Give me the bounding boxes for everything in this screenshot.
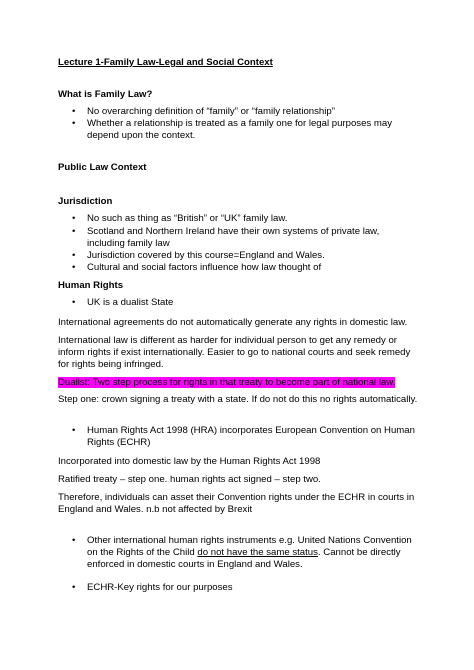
bullet-icon: • bbox=[72, 262, 76, 273]
paragraph-line: England and Wales. n.b not affected by Brexit bbox=[58, 504, 253, 515]
dualist-highlight bbox=[58, 377, 395, 389]
bullet-icon: • bbox=[72, 226, 76, 237]
paragraph-line: Therefore, individuals can asset their Convention rights under the ECHR in courts in bbox=[58, 492, 415, 503]
bullet-icon: • bbox=[72, 213, 76, 224]
list-item: Scotland and Northern Ireland have their own systems of private law, bbox=[87, 226, 380, 237]
text-run: on the Rights of the Child bbox=[87, 547, 198, 558]
paragraph-line: inform rights if exist internationally. Easier to go to national courts and seek remedy bbox=[58, 347, 411, 358]
paragraph: Ratified treaty – step one. human rights act signed – step two. bbox=[58, 474, 321, 485]
human-rights-heading: Human Rights bbox=[58, 280, 124, 291]
bullet-icon: • bbox=[72, 118, 76, 129]
list-item-continuation: including family law bbox=[87, 238, 170, 249]
bullet-icon: • bbox=[72, 250, 76, 261]
bullet-icon: • bbox=[72, 425, 76, 436]
paragraph: Incorporated into domestic law by the Human Rights Act 1998 bbox=[58, 456, 321, 467]
jurisdiction-heading: Jurisdiction bbox=[58, 196, 113, 207]
underlined-text: do not have the same status bbox=[197, 547, 318, 558]
list-item: No such as thing as “British” or “UK” family law. bbox=[87, 213, 288, 224]
bullet-icon: • bbox=[72, 106, 76, 117]
list-item-continuation: depend upon the context. bbox=[87, 130, 196, 141]
bullet-icon: • bbox=[72, 535, 76, 546]
highlighted-text: Dualist: Two step process for rights in that treaty to become part of national law. bbox=[58, 377, 396, 388]
public-law-heading: Public Law Context bbox=[58, 162, 147, 173]
paragraph-line: for rights being infringed. bbox=[58, 359, 164, 370]
list-item: Whether a relationship is treated as a family one for legal purposes may bbox=[87, 118, 393, 129]
bullet-icon: • bbox=[72, 582, 76, 593]
what-is-family-law-heading: What is Family Law? bbox=[58, 89, 153, 100]
list-item: Human Rights Act 1998 (HRA) incorporates European Convention on Human bbox=[87, 425, 415, 436]
list-item-continuation: Rights (ECHR) bbox=[87, 437, 151, 448]
list-item: Cultural and social factors influence how law thought of bbox=[87, 262, 322, 273]
list-item: UK is a dualist State bbox=[87, 297, 174, 308]
document-title: Lecture 1-Family Law-Legal and Social Context bbox=[58, 57, 273, 68]
list-item-continuation: enforced in domestic courts in England and Wales. bbox=[87, 559, 303, 570]
bullet-icon: • bbox=[72, 297, 76, 308]
list-item-continuation bbox=[87, 547, 401, 559]
paragraph: Step one: crown signing a treaty with a state. If do not do this no rights automatically. bbox=[58, 394, 418, 405]
list-item: No overarching definition of “family” or “family relationship” bbox=[87, 106, 335, 117]
list-item: ECHR-Key rights for our purposes bbox=[87, 582, 233, 593]
paragraph: International agreements do not automatically generate any rights in domestic law. bbox=[58, 317, 408, 328]
text-run: . Cannot be directly bbox=[317, 547, 401, 558]
paragraph-line: International law is different as harder for individual person to get any remedy or bbox=[58, 335, 397, 346]
list-item: Jurisdiction covered by this course=England and Wales. bbox=[87, 250, 325, 261]
list-item: Other international human rights instruments e.g. United Nations Convention bbox=[87, 535, 412, 546]
